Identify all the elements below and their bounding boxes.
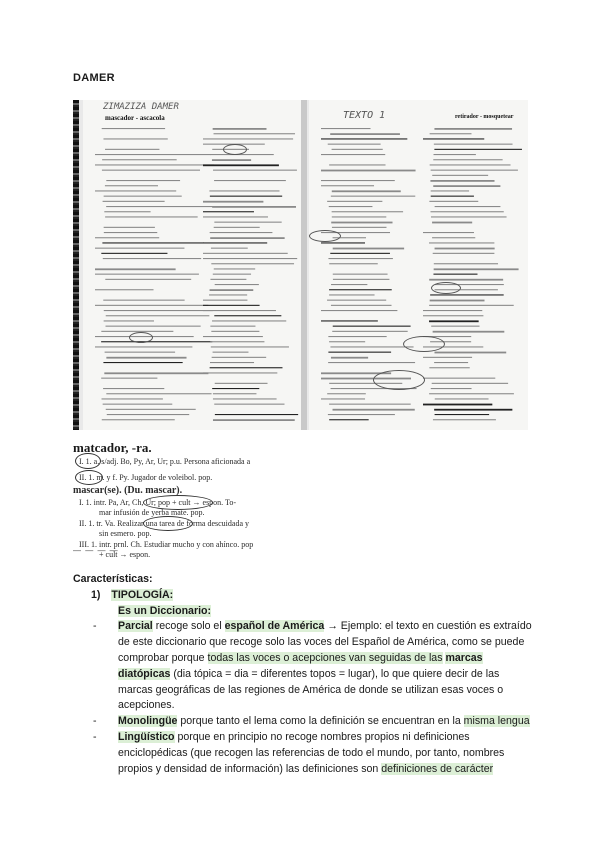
scan-text-line	[331, 284, 367, 285]
scan-text-line	[332, 331, 407, 332]
scan-text-line	[95, 237, 159, 238]
scan-text-line	[95, 305, 208, 306]
crop-dashes: — — — —	[73, 546, 119, 555]
crop-line: sin esmero. pop.	[99, 529, 152, 538]
scan-pen-circle	[403, 336, 445, 352]
scan-text-line	[431, 196, 474, 197]
scan-text-line	[330, 133, 400, 135]
scan-text-line	[214, 133, 295, 134]
crop-subheadword: mascar(se). (Du. mascar).	[73, 485, 183, 496]
scan-text-line	[331, 305, 392, 306]
scan-text-line	[429, 201, 478, 202]
notes-heading: Características:	[73, 573, 153, 585]
bullet-dash: -	[93, 620, 97, 633]
scan-text-line	[329, 419, 368, 420]
scan-text-line	[104, 320, 154, 321]
bullet-text-segment: porque tanto el lema como la definición se encuentran en la	[177, 715, 464, 728]
scan-pen-circle	[373, 370, 425, 390]
scan-text-line	[434, 128, 512, 130]
scan-text-line	[435, 206, 501, 207]
scan-text-line	[430, 211, 503, 212]
scan-text-line	[102, 242, 203, 243]
bullet-item	[73, 730, 533, 777]
scan-text-line	[332, 216, 387, 217]
scan-text-line	[329, 206, 373, 207]
scan-text-line	[203, 372, 277, 373]
scan-text-line	[95, 274, 199, 275]
scan-text-line	[210, 237, 284, 239]
crop-pen-circle	[75, 453, 101, 469]
scan-text-line	[332, 211, 403, 212]
scan-text-line	[332, 149, 383, 150]
scan-text-line	[423, 404, 492, 406]
scan-text-line	[435, 248, 495, 250]
scan-text-line	[321, 180, 395, 181]
scan-text-line	[106, 393, 211, 394]
scan-text-line	[333, 248, 404, 250]
scan-text-line	[435, 398, 489, 399]
bullet-item	[73, 619, 533, 714]
scan-text-line	[321, 128, 371, 129]
crop-line: I. 1. a. s/adj. Bo, Py, Ar, Ur; p.u. Persona aficionada a	[79, 457, 251, 466]
bullet-text-segment: Parcial	[118, 620, 153, 633]
scan-text-line	[210, 289, 254, 291]
scan-pen-circle	[223, 144, 247, 155]
scan-text-line	[214, 404, 284, 405]
scan-text-line	[433, 274, 477, 275]
scan-text-line	[433, 185, 500, 187]
scan-text-line	[329, 341, 365, 342]
scan-text-line	[203, 201, 263, 203]
crop-line: II. 1. tr. Va. Realizar una tarea de forma descuidada y	[79, 519, 249, 528]
scan-text-line	[106, 409, 196, 410]
scan-text-line	[429, 242, 494, 243]
document-title: DAMER	[73, 72, 115, 84]
scan-text-line	[102, 159, 177, 160]
scan-text-line	[102, 170, 200, 171]
scan-text-line	[329, 289, 392, 290]
scan-text-line	[101, 378, 157, 379]
scan-text-line	[210, 367, 283, 368]
scan-text-line	[434, 149, 522, 150]
scan-text-line	[95, 248, 184, 249]
crop-line: + cult → espon.	[99, 550, 151, 559]
scan-header-right: retirador - mosquetear	[455, 114, 514, 120]
scan-text-line	[423, 315, 483, 316]
scan-text-line	[435, 414, 490, 415]
scan-text-line	[430, 133, 472, 134]
scan-handwritten-left: ZIMAZIZA DAMER	[103, 102, 179, 112]
scan-text-line	[434, 144, 513, 145]
scan-text-line	[423, 378, 495, 379]
scan-text-line	[214, 180, 286, 181]
scan-text-line	[213, 352, 249, 353]
bullet-dash: -	[93, 715, 97, 728]
scan-text-line	[103, 300, 184, 301]
scan-text-line	[210, 196, 282, 197]
scan-text-line	[107, 414, 189, 415]
scan-text-line	[328, 144, 381, 145]
scan-text-line	[333, 409, 415, 411]
scan-text-line	[210, 279, 246, 280]
scan-text-line	[210, 326, 255, 327]
scan-text-line	[103, 362, 182, 363]
scan-text-line	[331, 196, 415, 197]
scan-text-line	[327, 201, 382, 202]
crop-headword: matcador, -ra.	[73, 440, 152, 455]
scan-text-line	[203, 300, 247, 301]
scan-text-line	[105, 279, 191, 280]
scan-text-line	[101, 341, 212, 342]
scan-text-line	[104, 196, 182, 197]
scan-text-line	[433, 331, 505, 333]
scan-text-line	[213, 128, 267, 130]
crop-line: II. 1. m. y f. Py. Jugador de voleibol. pop.	[79, 473, 213, 482]
scan-text-line	[104, 211, 150, 212]
scan-text-line	[106, 315, 210, 316]
scan-text-line	[210, 362, 254, 363]
scan-text-line	[210, 154, 273, 155]
scan-text-line	[211, 263, 294, 264]
scan-text-line	[330, 346, 413, 347]
scan-text-line	[203, 253, 288, 254]
scan-text-line	[430, 300, 485, 302]
scan-text-line	[214, 227, 260, 228]
scan-text-line	[333, 279, 390, 280]
scan-text-line	[209, 294, 247, 295]
scan-text-line	[102, 419, 175, 420]
scan-text-line	[328, 336, 386, 337]
scan-text-line	[203, 258, 297, 259]
scan-text-line	[104, 227, 155, 228]
scan-text-line	[211, 346, 289, 347]
scan-text-lines	[73, 100, 528, 430]
scan-text-line	[214, 315, 281, 316]
scan-text-line	[209, 190, 279, 191]
scan-text-line	[95, 268, 176, 270]
crop-pen-circle	[75, 470, 103, 485]
scan-text-line	[101, 253, 167, 254]
scan-text-line	[429, 279, 503, 281]
scan-text-line	[213, 419, 295, 421]
scan-text-line	[103, 388, 164, 389]
scan-text-line	[430, 294, 504, 295]
crop-line: III. 1. intr. prnl. Ch. Estudiar mucho y con ahínco. pop	[79, 540, 254, 549]
scan-text-line	[203, 310, 276, 311]
scan-text-line	[215, 383, 268, 384]
scan-header-left: mascador - ascacola	[105, 114, 165, 122]
scan-text-line	[321, 242, 365, 243]
scan-text-line	[423, 310, 482, 311]
dictionary-scan-image	[73, 100, 528, 430]
scan-text-line	[95, 346, 192, 347]
scan-text-line	[103, 138, 167, 139]
scan-text-line	[95, 164, 214, 165]
scan-text-line	[328, 414, 395, 415]
scan-text-line	[95, 289, 154, 290]
crop-line: I. 1. intr. Pa, Ar, Ch, Ur; pop + cult → espon. To-	[79, 498, 237, 507]
scan-text-line	[212, 159, 251, 161]
scan-text-line	[102, 128, 165, 129]
scan-text-line	[431, 326, 479, 327]
notes-subtitle: Es un Diccionario:	[118, 604, 212, 617]
scan-text-line	[434, 263, 498, 264]
scan-pen-circle	[129, 332, 153, 343]
scan-text-line	[213, 274, 251, 275]
scan-text-line	[332, 190, 401, 192]
crop-line: mar infusión de yerba mate. pop.	[99, 508, 205, 517]
scan-text-line	[328, 352, 391, 353]
scan-text-line	[434, 268, 519, 270]
scan-text-line	[212, 320, 286, 321]
scan-pen-circle	[309, 230, 341, 242]
scan-text-line	[328, 258, 392, 259]
scan-text-line	[321, 398, 365, 399]
scan-text-line	[423, 232, 474, 233]
scan-text-line	[329, 263, 378, 264]
crop-pen-circle	[143, 516, 193, 531]
scan-text-line	[329, 404, 411, 405]
scan-text-line	[432, 175, 488, 176]
scan-text-line	[430, 180, 494, 182]
scan-text-line	[210, 341, 264, 342]
scan-text-line	[203, 242, 267, 243]
scan-text-line	[333, 326, 411, 327]
scan-text-line	[434, 362, 468, 363]
scan-text-line	[103, 404, 173, 405]
subtitle-row	[73, 604, 533, 620]
scan-text-line	[434, 154, 476, 155]
scan-text-line	[429, 305, 514, 306]
scan-text-line	[106, 180, 180, 181]
bullet-list	[73, 619, 533, 777]
scan-text-line	[321, 170, 416, 172]
scan-text-line	[203, 305, 260, 306]
scan-text-line	[210, 232, 273, 233]
scan-text-line	[327, 393, 366, 394]
scan-text-line	[103, 258, 201, 259]
scan-text-line	[432, 237, 475, 238]
bullet-text-segment: → Ejemplo: el texto en cuestión es extraído de este diccionario que recoge solo las voces del Español de América, como se puede comprobar porque	[118, 620, 532, 664]
scan-text-line	[321, 154, 385, 155]
scan-text-line	[431, 388, 472, 389]
scan-text-line	[215, 414, 298, 415]
scan-text-line	[104, 310, 213, 311]
scan-text-line	[321, 310, 397, 311]
scan-text-line	[203, 211, 254, 212]
scan-text-line	[430, 164, 511, 165]
scan-text-line	[327, 300, 386, 301]
bullet-text-segment: todas las voces o acepciones van seguidas de las	[207, 651, 443, 664]
scan-text-line	[429, 393, 514, 394]
scan-text-line	[423, 138, 484, 139]
bullet-text-segment: marcas diatópicas	[118, 651, 483, 680]
scan-text-line	[213, 393, 257, 394]
scan-pen-circle	[431, 282, 461, 294]
scan-text-line	[431, 170, 518, 171]
scan-text-line	[321, 185, 374, 186]
scan-text-line	[106, 326, 201, 327]
scan-text-line	[329, 164, 385, 165]
bullet-text-segment: Lingüístico	[118, 730, 175, 743]
scan-text-line	[431, 216, 507, 217]
scan-text-line	[214, 268, 255, 269]
bullet-item	[73, 714, 533, 730]
bullet-text-segment: (dia tópica = dia = diferentes topos = lugar), lo que quiere decir de las marcas geográficas de las regiones de América de donde se utilizan esas voces o acepciones.	[118, 667, 504, 712]
scan-text-line	[331, 222, 392, 224]
scan-text-line	[105, 352, 176, 353]
scan-text-line	[103, 201, 165, 202]
crop-pen-circle	[143, 495, 213, 510]
bullet-text-segment: porque en principio no recoge nombres propios ni definiciones enciclopédicas (que recogen las referencias de todo el mundo, por tanto, nombres propios y densidad de información) las definiciones son	[118, 730, 505, 775]
scan-text-line	[212, 206, 296, 208]
scan-text-line	[332, 227, 387, 228]
notes-section	[73, 572, 533, 777]
scan-text-line	[211, 248, 248, 249]
scan-text-line	[328, 362, 415, 363]
scan-text-line	[95, 190, 176, 191]
scan-text-line	[203, 216, 268, 217]
scan-text-line	[433, 419, 496, 420]
scan-text-line	[431, 190, 469, 191]
scan-text-line	[213, 170, 297, 171]
scan-handwritten-right: TEXTO 1	[343, 110, 386, 121]
scan-text-line	[434, 352, 506, 354]
scan-text-line	[106, 357, 186, 359]
scan-text-line	[321, 138, 407, 139]
bullet-text-segment: definiciones de carácter	[381, 762, 494, 775]
scan-text-line	[212, 357, 267, 358]
section-title: TIPOLOGÍA:	[111, 588, 174, 601]
scan-text-line	[213, 398, 277, 399]
scan-text-line	[429, 320, 479, 322]
scan-text-line	[102, 398, 163, 399]
scan-text-line	[105, 185, 158, 186]
bullet-text-segment: Monolingüe	[118, 715, 178, 728]
scan-text-line	[106, 206, 213, 207]
scan-text-line	[329, 294, 374, 295]
scan-text-line	[432, 222, 472, 224]
section-heading	[73, 588, 533, 604]
scan-text-line	[330, 253, 390, 254]
dictionary-entry-crop	[73, 440, 303, 559]
scan-text-line	[333, 274, 388, 275]
scan-text-line	[331, 357, 368, 359]
scan-text-line	[214, 222, 281, 223]
scan-text-line	[433, 253, 495, 254]
scan-text-line	[321, 320, 378, 321]
scan-text-line	[95, 154, 211, 155]
scan-text-line	[104, 372, 208, 374]
scan-text-line	[211, 331, 259, 332]
scan-text-line	[105, 149, 159, 150]
scan-text-line	[215, 284, 259, 285]
scan-text-line	[433, 159, 502, 160]
scan-text-line	[105, 216, 198, 217]
bullet-text-segment: español de América	[224, 620, 325, 633]
scan-text-line	[432, 383, 508, 384]
scan-text-line	[423, 357, 472, 358]
scan-text-line	[203, 164, 279, 166]
scan-text-line	[203, 138, 293, 139]
scan-text-line	[203, 336, 263, 337]
scan-text-line	[212, 388, 259, 389]
bullet-text-segment: recoge solo el	[152, 620, 225, 633]
scan-text-line	[434, 409, 512, 411]
bullet-dash: -	[93, 730, 97, 743]
scan-text-line	[429, 367, 469, 368]
bullet-text-segment: misma lengua	[463, 715, 530, 728]
section-number: 1)	[91, 588, 101, 601]
scan-text-line	[104, 232, 157, 233]
